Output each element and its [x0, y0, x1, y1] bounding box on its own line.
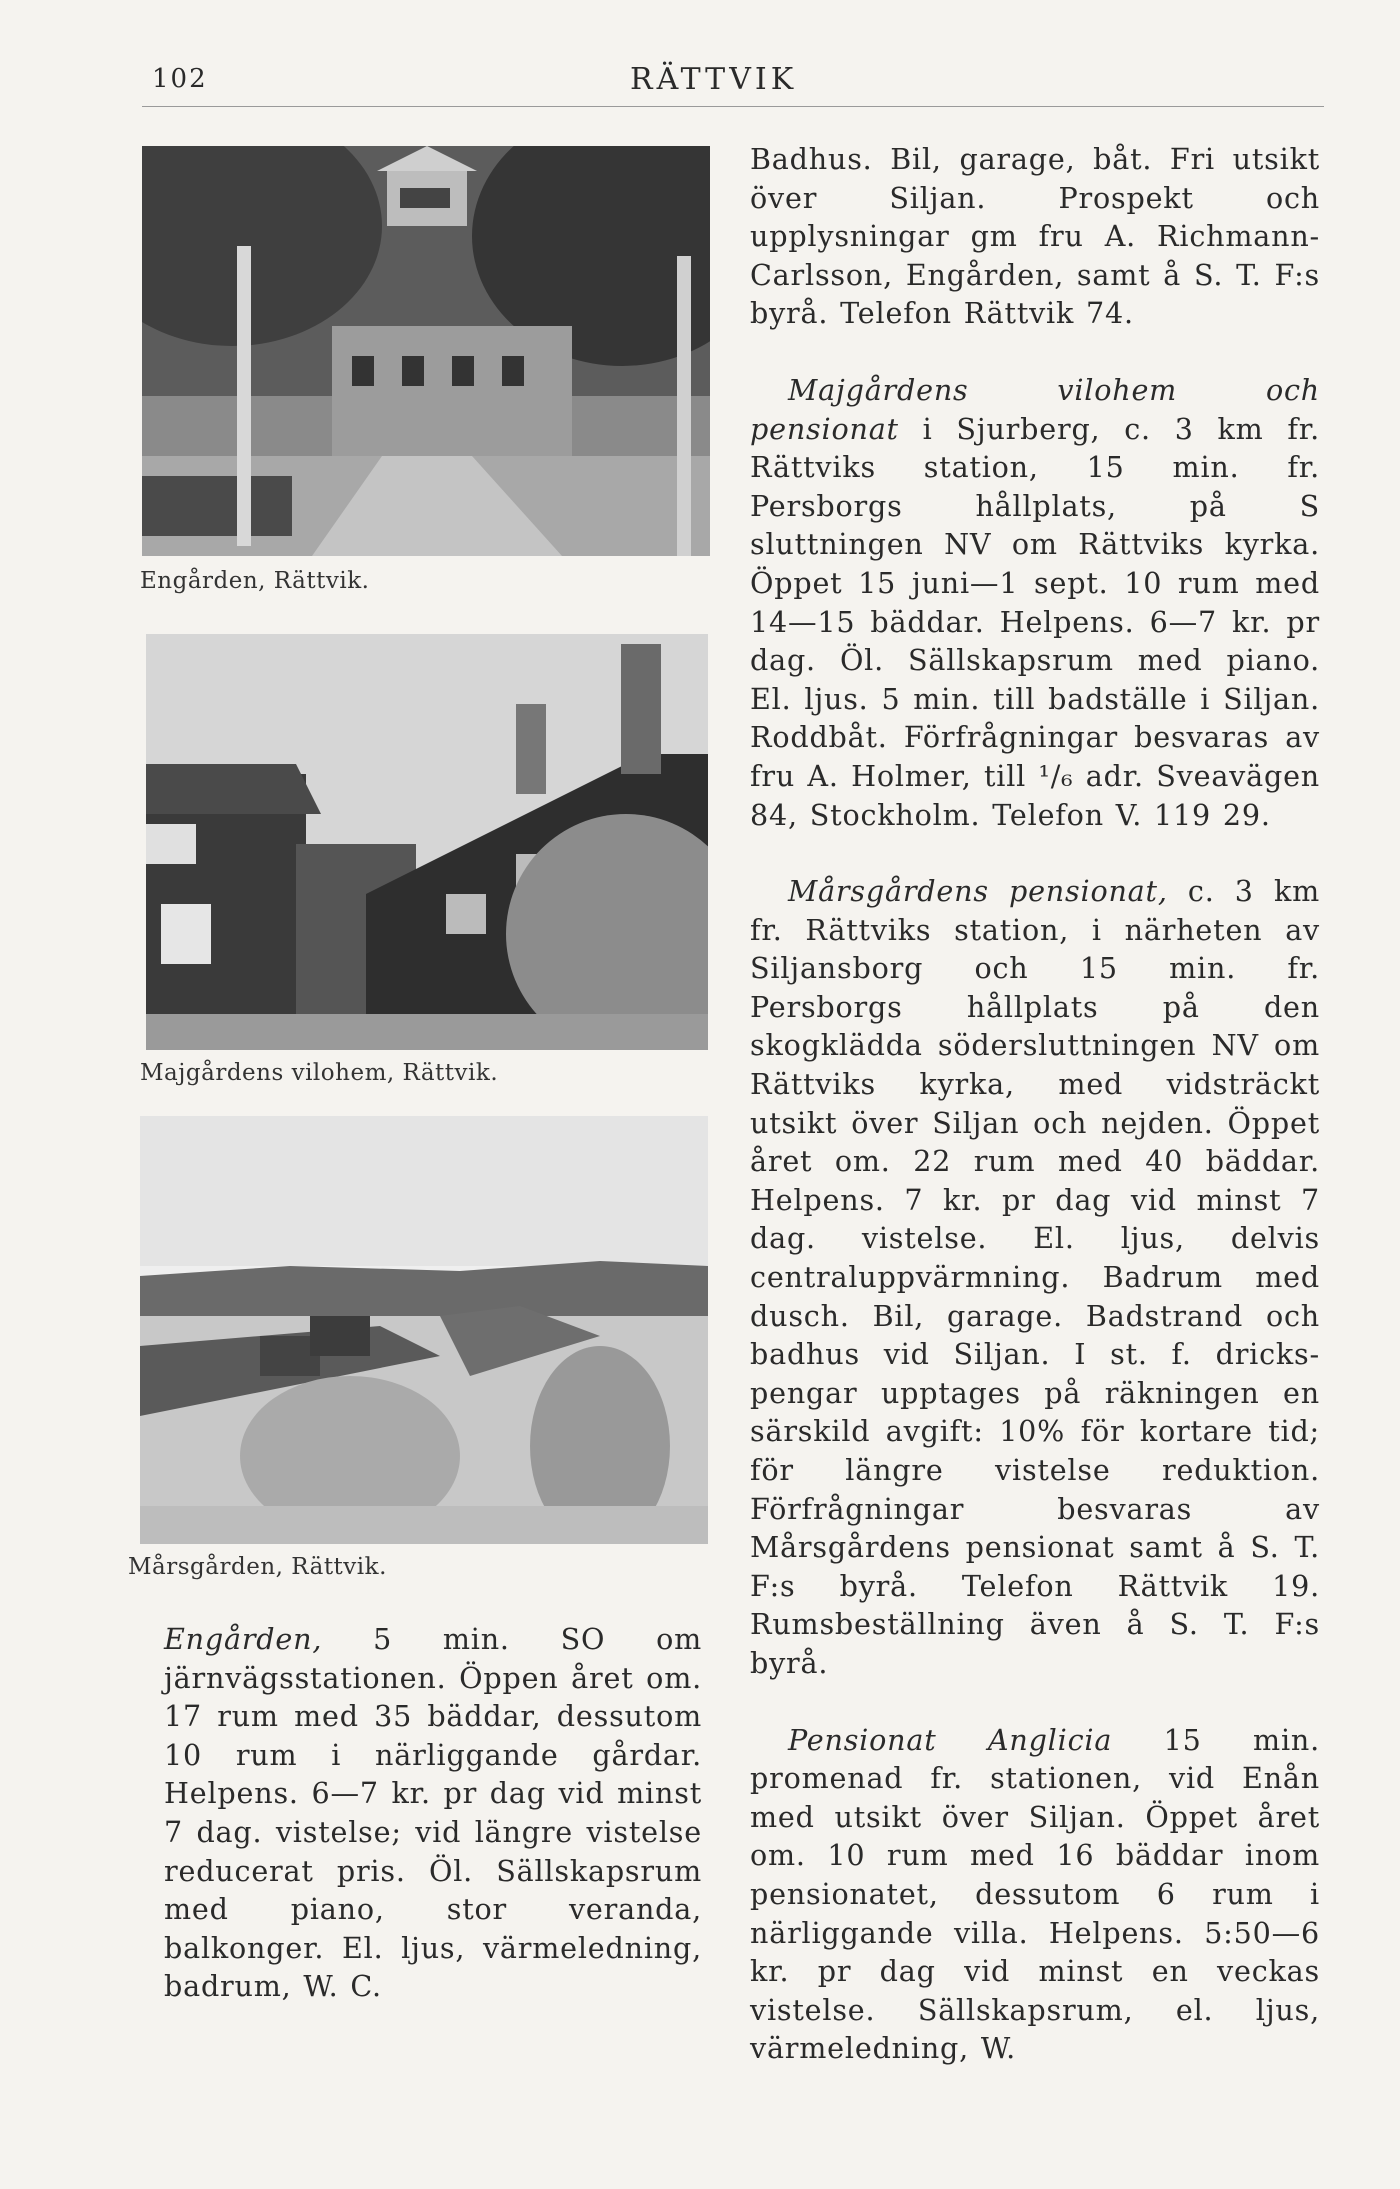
entry-text: c. 3 km fr. Rättviks station, i närheten av Siljansborg och 15 min. fr. Persborgs hållplats på den skogklädda södersluttningen NV om Rättviks kyrka, med vidsträckt utsikt över Siljan och nejden. Öppet året om. 22 rum med 40 bäddar. Helpens. 7 kr. pr dag vid minst 7 dag. vistelse. El. ljus, delvis centraluppvärmning. Badrum med dusch. Bil, garage. Badstrand och badhus vid Siljan. I st. f. dricks-pengar upptages på räkningen en särskild avgift: 10% för kortare tid; för längre vistelse reduktion. Förfrågningar besvaras av Mårsgårdens pensionat samt å S. T. F:s byrå. Telefon Rättvik 19. Rumsbeställning även å S. T. F:s byrå.: [750, 874, 1320, 1680]
entry-name: Mårsgårdens pensionat,: [788, 874, 1168, 909]
entry-name: Majgårdens vilohem och pensionat: [750, 372, 1320, 446]
photo-majgarden: [146, 634, 708, 1050]
entry-anglicia: [750, 1721, 1320, 2068]
entry-engarden-continued: Badhus. Bil, garage, båt. Fri utsikt över Siljan. Prospekt och upplysningar gm fru A. Richmann-Carlsson, Engården, samt å S. T. F:s byrå. Telefon Rättvik 74.: [750, 142, 1320, 331]
entry-text: adr. Sveavägen 84, Stockholm. Telefon V. 119 29.: [750, 758, 1321, 832]
right-text-column: [750, 140, 1320, 2068]
photo-engarden: [142, 146, 710, 556]
fraction: ¹/₆: [1038, 758, 1074, 793]
photo-caption: Majgårdens vilohem, Rättvik.: [140, 1060, 499, 1086]
entry-name: Pensionat Anglicia: [788, 1722, 1113, 1757]
entry-marsgarden: [750, 872, 1320, 1682]
photo-marsgarden: [140, 1116, 708, 1544]
entry-name: Engården,: [164, 1622, 323, 1656]
left-text-column: [164, 1620, 702, 2006]
entry-engarden: [164, 1620, 702, 2006]
photo-caption: Mårsgården, Rättvik.: [128, 1554, 387, 1580]
entry-text: 15 min. promenad fr. stationen, vid Enån med utsikt över Siljan. Öppet året om. 10 rum med 16 bäddar inom pensionatet, dessutom 6 rum i närliggande villa. Helpens. 5:50—6 kr. pr dag vid minst en veckas vistelse. Sällskapsrum, el. ljus, värmeledning, W.: [750, 1722, 1321, 2066]
entry-text: 5 min. SO om järnvägsstationen. Öppen året om. 17 rum med 35 bäddar, dessutom 10 rum i närliggande gårdar. Helpens. 6—7 kr. pr dag vid minst 7 dag. vistelse; vid längre vistelse reducerat pris. Öl. Sällskapsrum med piano, stor veranda, balkonger. El. ljus, värmeledning, badrum, W. C.: [164, 1622, 702, 2004]
photo-caption: Engården, Rättvik.: [140, 568, 370, 594]
page-number: 102: [152, 64, 208, 94]
running-title: RÄTTVIK: [630, 62, 798, 97]
header-rule: [142, 106, 1324, 107]
entry-majgarden: [750, 371, 1320, 834]
entry-text: i Sjurberg, c. 3 km fr. Rättviks station, 15 min. fr. Persborgs hållplats, på S sluttningen NV om Rättviks kyrka. Öppet 15 juni—1 sept. 10 rum med 14—15 bäddar. Helpens. 6—7 kr. pr dag. Öl. Sällskapsrum med piano. El. ljus. 5 min. till badställe i Siljan. Roddbåt. Förfrågningar besvaras av fru A. Holmer, till: [750, 411, 1320, 793]
